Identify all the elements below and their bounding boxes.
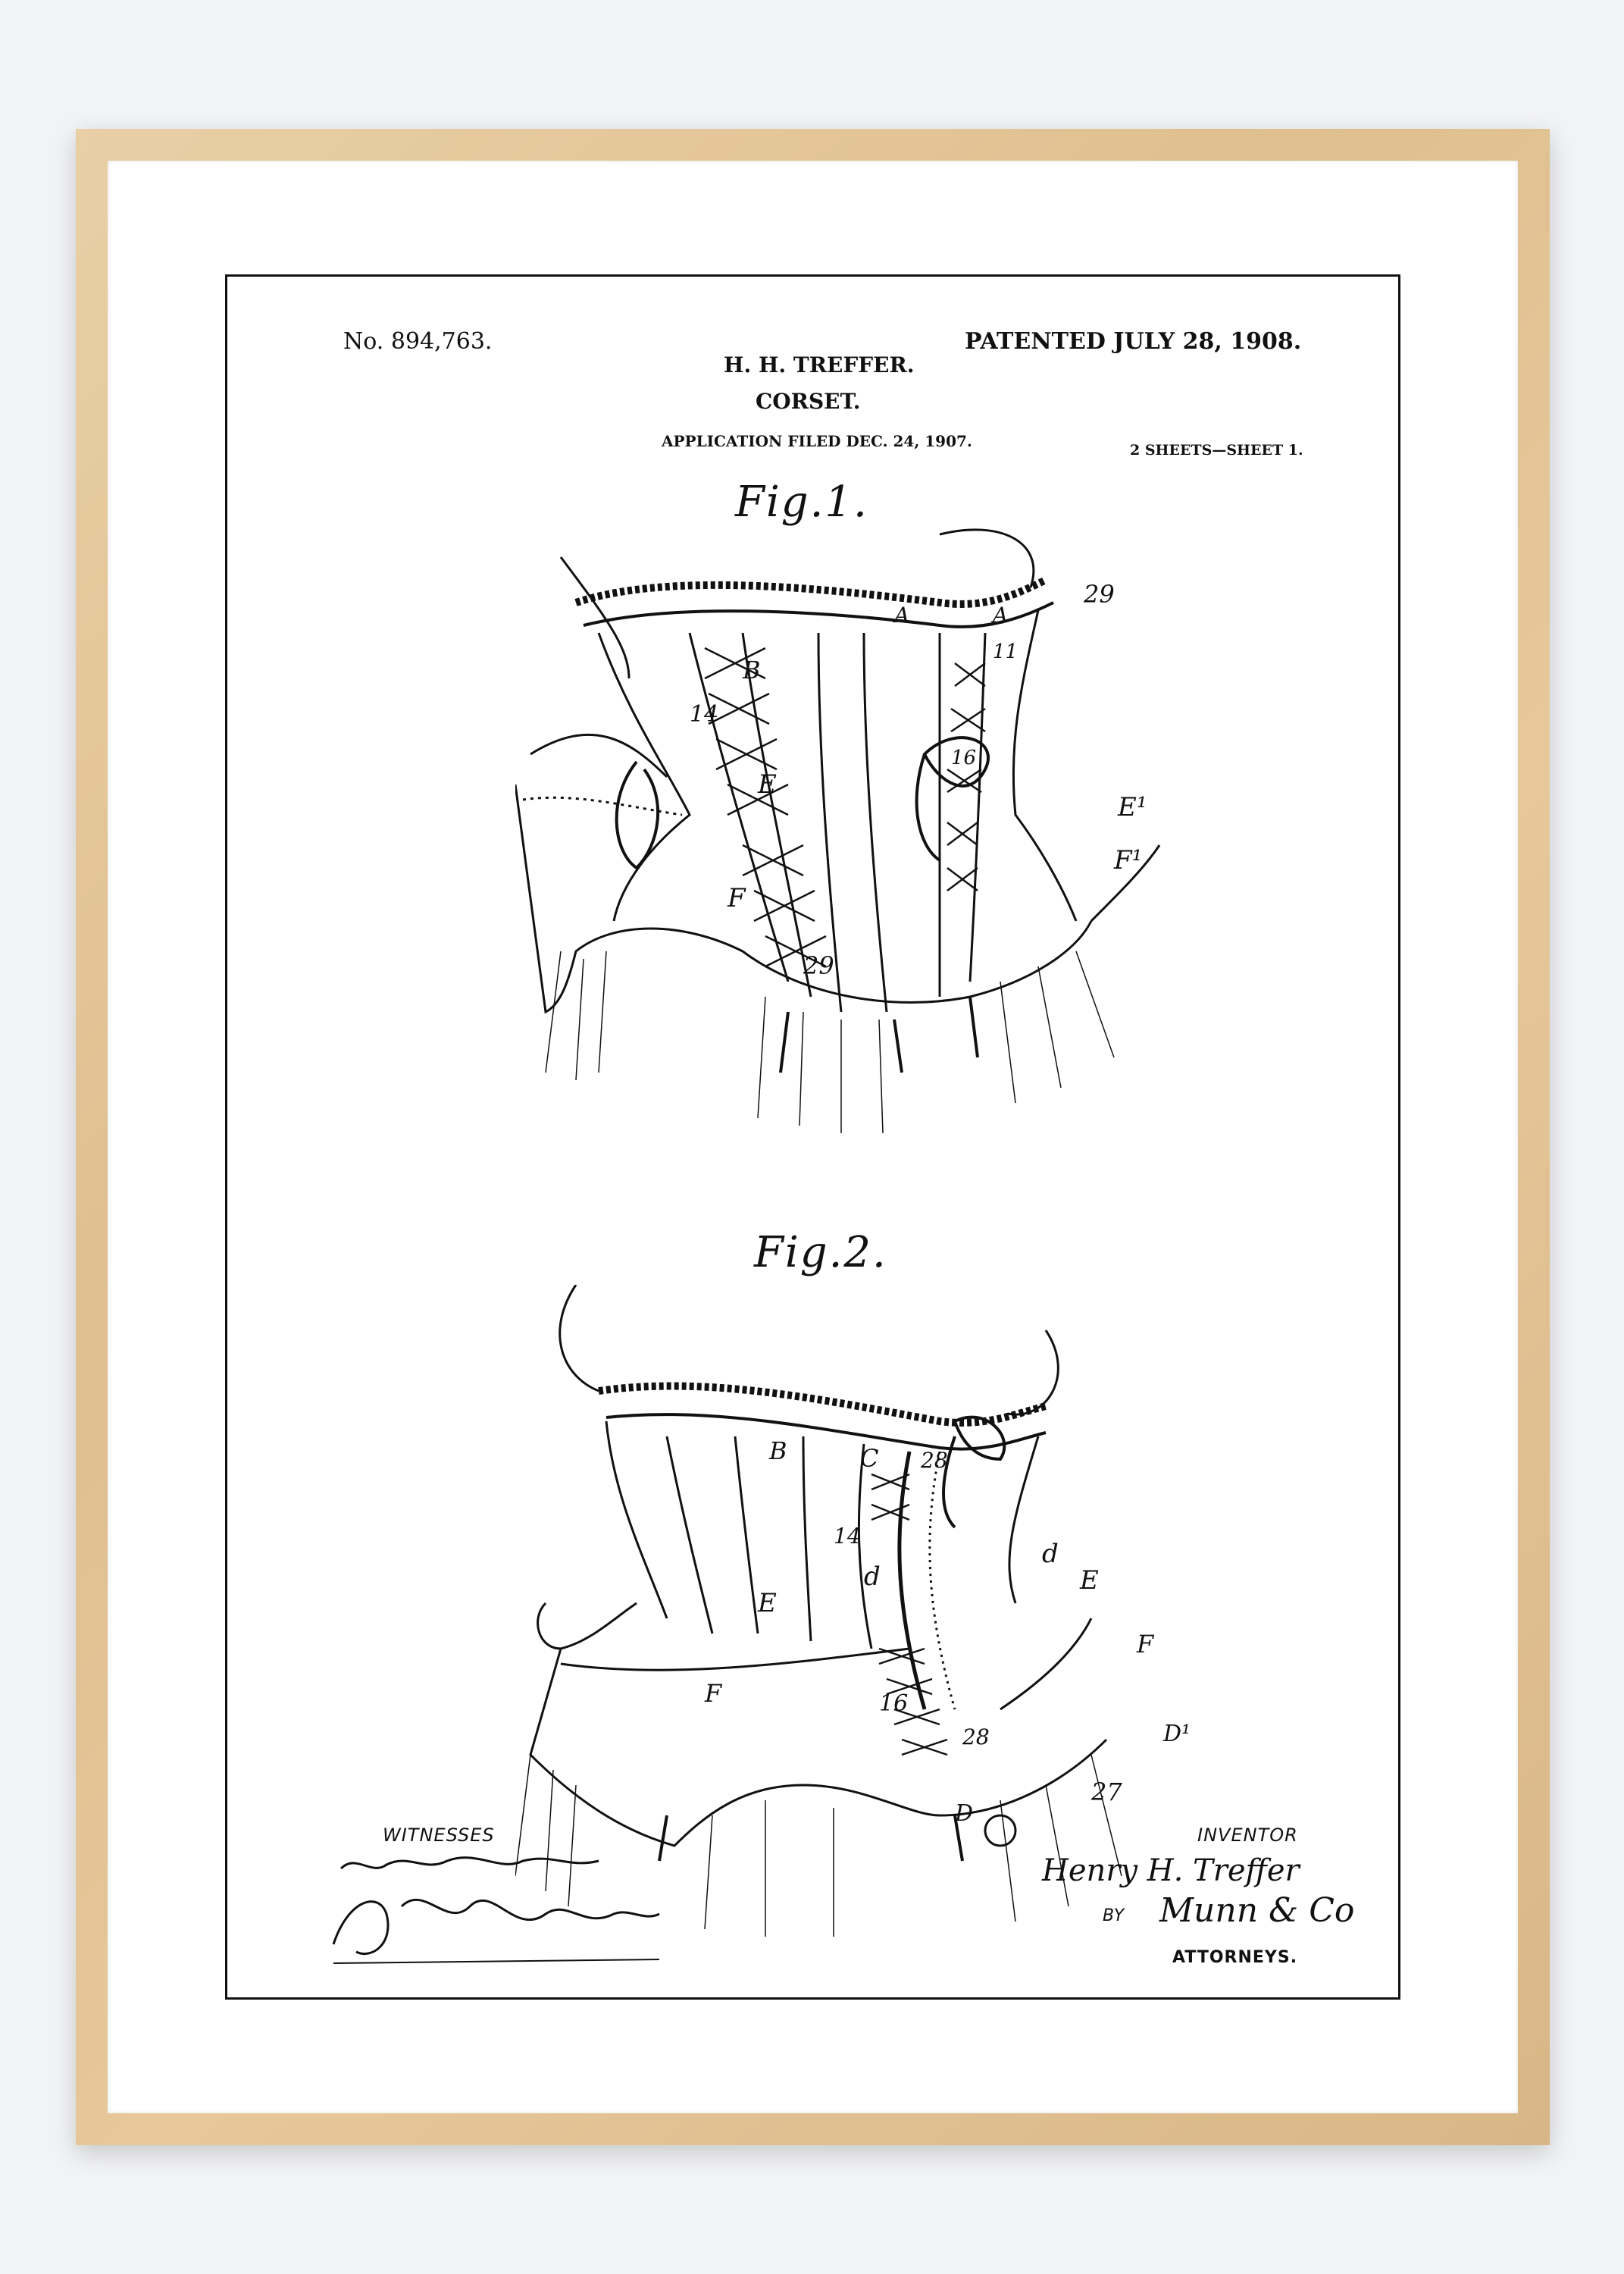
fig2-ref: D¹ (1163, 1721, 1191, 1747)
fig1-ref: E¹ (1118, 792, 1147, 822)
fig2-ref: F (1137, 1630, 1154, 1659)
fig1-ref: E (758, 769, 777, 800)
fig2-ref: F (705, 1679, 722, 1708)
poster-frame (76, 129, 1550, 2145)
fig2-ref: C (860, 1444, 879, 1473)
fig2-ref: d (864, 1561, 881, 1592)
fig1-ref: F (728, 883, 746, 913)
fig1-ref: B (743, 656, 761, 684)
corset-front-drawing (515, 527, 1197, 1194)
fig1-ref: 29 (1084, 580, 1115, 609)
fig1-ref: 16 (951, 747, 977, 769)
attorneys-label: ATTORNEYS. (1172, 1948, 1298, 1967)
by-label: BY (1103, 1906, 1125, 1925)
fig2-ref: 28 (921, 1448, 948, 1473)
fig2-ref: E (1080, 1565, 1099, 1596)
fig1-ref: A (894, 603, 910, 628)
fig2-ref: 28 (962, 1724, 990, 1749)
patent-sheet (225, 274, 1400, 2000)
patent-title: CORSET. (756, 389, 861, 414)
fig2-ref: B (769, 1436, 787, 1465)
fig1-ref: 29 (803, 951, 834, 980)
fig1-label: Fig.1. (735, 478, 868, 527)
witness-signatures (326, 1838, 674, 1975)
sheet-count: 2 SHEETS—SHEET 1. (1130, 442, 1303, 459)
poster-mat (108, 161, 1518, 2113)
fig2-ref: D (955, 1800, 974, 1827)
witnesses-label: WITNESSES (383, 1825, 495, 1846)
fig2-ref: 16 (879, 1690, 909, 1717)
inventor-header: H. H. TREFFER. (724, 352, 915, 377)
fig2-label: Fig.2. (754, 1228, 887, 1277)
application-filed: APPLICATION FILED DEC. 24, 1907. (662, 432, 972, 450)
patented-date: PATENTED JULY 28, 1908. (965, 328, 1302, 355)
attorney-signature: Munn & Co (1159, 1891, 1355, 1930)
fig1-ref: 14 (690, 701, 719, 728)
patent-number: No. 894,763. (343, 328, 493, 355)
fig2-ref: 27 (1091, 1778, 1122, 1806)
fig2-ref: d (1042, 1539, 1059, 1569)
fig2-ref: 14 (834, 1524, 861, 1549)
inventor-label: INVENTOR (1197, 1825, 1298, 1846)
fig1-ref: F¹ (1114, 845, 1143, 875)
fig2-ref: E (758, 1588, 777, 1618)
fig1-ref: 11 (993, 641, 1019, 663)
inventor-signature: Henry H. Treffer (1042, 1853, 1300, 1888)
fig1-ref: A (993, 603, 1009, 628)
